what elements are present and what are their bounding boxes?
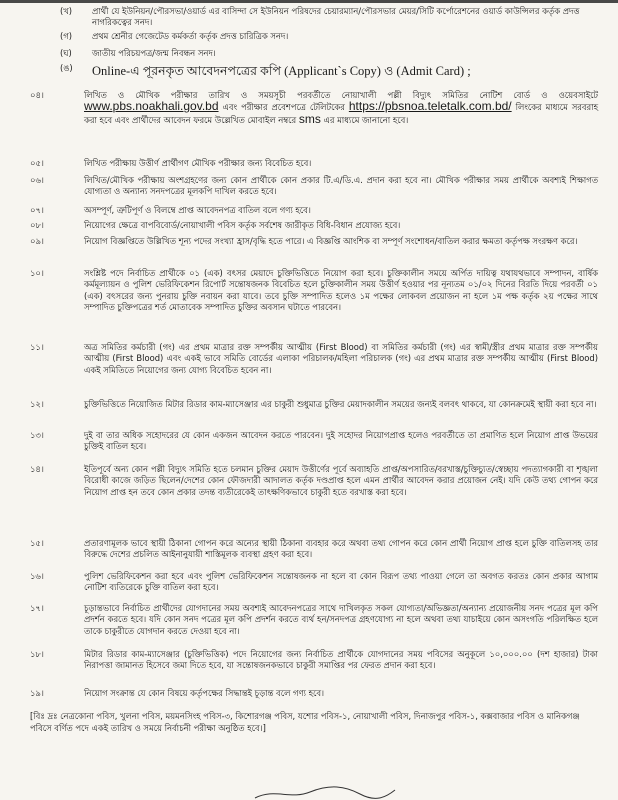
- clause-text: লিখিত ও মৌখিক পরীক্ষার তারিখ ও সময়সূচী পরবর্তীতে নোয়াখালী পল্লী বিদ্যুৎ সমিতির নোটিশ বোর্ড ও ওয়েবসাইটে: [84, 90, 598, 100]
- clause-body: সংশ্লিষ্ট পদে নির্বাচিত প্রার্থীকে ০১ (এক) বৎসর মেয়াদে চুক্তিভিত্তিতে নিয়োগ করা হবে। চুক্তিকালীন সময়ে অর্পিত দায়িত্ব যথাযথভাবে সম্পাদন, বার্ষিক কর্মমূল্যায়ন ও পুলিশ ভেরিফিকেশন রিপোর্ট সন্তোষজনক বিবেচিত হলে চুক্তিকালীন সময় উত্তীর্ণ হওয়ার পর নূন্যতম ০১/০২ দিনের বিরতি দিয়ে পরবর্তী ০১ (এক) বৎসরের জন্য পুনরায় চুক্তি নবায়ন করা যাবে। তবে চুক্তি সম্পাদিত হলেও ১ম পক্ষের লোকবল প্রয়োজন না হলে ১ম পক্ষ কর্তৃক ২য় পক্ষের সাথে সম্পাদিত চুক্তিপত্রের শর্ত মোতাবেক সম্পাদিত চুক্তির অবসান ঘটাতে পারবেন।: [84, 268, 598, 312]
- clause-number: ০৮।: [30, 220, 44, 230]
- clause-04: [20, 90, 598, 126]
- sub-item-label: (ঘ): [60, 48, 72, 58]
- clause-body: দুই বা তার অধিক সহোদরের যে কোন একজন আবেদন করতে পারবেন। দুই সহোদর নিয়োগপ্রাপ্ত হলেও পরবর্তীতে তা প্রমাণিত হলে নিয়োগ প্রাপ্ত উভয়ের চুক্তিই বাতিল হবে।: [84, 430, 598, 452]
- clause-09: [20, 236, 598, 247]
- clause-number: ১৯।: [30, 688, 44, 698]
- scan-edge: [0, 0, 618, 3]
- clause-12: [20, 399, 598, 410]
- clause-number: ১৮।: [30, 649, 44, 659]
- clause-body: অত্র সমিতির কর্মচারী (গং) এর প্রথম মাত্রার রক্ত সম্পর্কীয় আত্মীয় (First Blood) বা সমিতির কর্মচারী (গং) এর স্বামী/স্ত্রীর প্রথম মাত্রার রক্ত সম্পর্কীয় আত্মীয় (First Blood) এবং একই ভাবে সমিতি বোর্ডের এলাকা পরিচালক/মহিলা পরিচালক (গং) এর প্রথম মাত্রার রক্ত সম্পর্কীয় আত্মীয় (First Blood) একই সমিতিতে নিয়োগের জন্য যোগ্য বিবেচিত হবেন না।: [84, 342, 598, 375]
- clause-number: ১৩।: [30, 430, 44, 440]
- sub-item-text: Online-এ পূরনকৃত আবেদনপত্রের কপি (Applicant`s Copy) ও (Admit Card) ;: [92, 64, 471, 78]
- clause-11: [20, 342, 598, 376]
- clause-18: [20, 649, 598, 672]
- clause-text: এর মাধ্যমে জানানো হবে।: [323, 114, 409, 125]
- clause-number: ১৬।: [30, 571, 44, 581]
- clause-number: ১২।: [30, 399, 44, 409]
- clause-body: লিখিত/মৌখিক পরীক্ষায় অংশগ্রহণের জন্য কোন প্রার্থীকে কোন প্রকার টি.এ/ডি.এ. প্রদান করা হবে না। মৌখিক পরীক্ষার সময় প্রার্থীকে অবশ্যই শিক্ষাগত যোগ্যতা ও অন্যান্য সনদপত্রের মূলকপি দাখিল করতে হবে।: [84, 175, 598, 197]
- clause-body: লিখিত পরীক্ষায় উত্তীর্ণ প্রার্থীগণ মৌখিক পরীক্ষার জন্য বিবেচিত হবে।: [84, 158, 312, 168]
- clause-10: [20, 268, 598, 313]
- clause-body: নিয়োগ সংক্রান্ত যে কোন বিষয়ে কর্তৃপক্ষের সিদ্ধান্তই চূড়ান্ত বলে গণ্য হবে।: [84, 688, 325, 698]
- teletalk-link[interactable]: https://pbsnoa.teletalk.com.bd/: [348, 99, 512, 114]
- sub-item-kha: [60, 6, 590, 28]
- clause-16: [20, 571, 598, 594]
- clause-body: অসম্পূর্ণ, ত্রুটিপূর্ণ ও বিলম্বে প্রাপ্ত আবেদনপত্র বাতিল বলে গণ্য হবে।: [84, 205, 311, 215]
- sub-item-label: (খ): [60, 6, 73, 16]
- sub-item-text: প্রার্থী যে ইউনিয়ন/পৌরসভা/ওয়ার্ড এর বাসিন্দা সে ইউনিয়ন পরিষদের চেয়ারম্যান/পৌরসভার মেয়র/সিটি কর্পোরেশনের ওয়ার্ড কাউন্সিলর কর্তৃক প্রদত্ত নাগরিকত্বের সনদ।: [92, 6, 580, 27]
- clause-07: [20, 205, 598, 216]
- clause-number: ১০।: [30, 268, 44, 278]
- clause-body: প্রতারণামূলক ভাবে স্থায়ী ঠিকানা গোপন করে অন্যের স্থায়ী ঠিকানা ব্যবহার করে অথবা তথ্য গোপন করে কোন প্রার্থী নিয়োগ প্রাপ্ত হলে চুক্তি বাতিলসহ তার বিরুদ্ধে দেশের প্রচলিত আইনানুযায়ী শাস্তিমূলক ব্যবস্থা গ্রহণ করা হবে।: [84, 538, 598, 560]
- footnote: [বিঃ দ্রঃ নেত্রকোনা পবিস, খুলনা পবিস, ময়মনসিংহ পবিস-৩, কিশোরগঞ্জ পবিস, যশোর পবিস-১, নোয়াখালী পবিস, দিনাজপুর পবিস-১, কক্সবাজার পবিস ও মানিকগঞ্জ পবিসে বর্ণিত পদে একই তারিখ ও সময়ে নির্বাচনী পরীক্ষা অনুষ্ঠিত হবে।]: [30, 711, 580, 733]
- clause-number: ০৫।: [30, 158, 44, 168]
- clause-body: পুলিশ ভেরিফিকেশন করা হবে এবং পুলিশ ভেরিফিকেশন সন্তোষজনক না হলে বা কোন বিরূপ তথ্য পাওয়া গেলে তা অবগত করতঃ কোন প্রকার আগাম নোটিশ ব্যতিরেকে চুক্তি বাতিল করা হবে।: [84, 571, 598, 593]
- clause-body: [84, 90, 598, 126]
- sms-text: sms: [298, 111, 321, 126]
- clause-body: চুক্তিভিত্তিতে নিয়োজিত মিটার রিডার কাম-ম্যাসেঞ্জার এর চাকুরী শুধুমাত্র চুক্তির মেয়াদকালীন সময়ের জন্যই বলবৎ থাকবে, যা কোনক্রমেই স্থায়ী করা হবে না।: [84, 399, 597, 409]
- sub-item-gha: [60, 48, 590, 59]
- clause-08: [20, 220, 598, 231]
- sub-item-text: জাতীয় পরিচয়পত্র/জন্ম নিবন্ধন সনদ।: [92, 48, 216, 58]
- sub-item-uma: [60, 63, 590, 79]
- clause-06: [20, 175, 598, 198]
- website-link[interactable]: www.pbs.noakhali.gov.bd: [84, 99, 219, 114]
- clause-text: এবং পরীক্ষার প্রবেশপত্রে টেলিটকের: [222, 102, 345, 113]
- clause-number: ০৭।: [30, 205, 44, 215]
- sub-item-text: প্রথম শ্রেনীর গেজেটেড কর্মকর্তা কর্তৃক প্রদত্ত চারিত্রিক সনদ।: [92, 31, 289, 41]
- clause-number: ০৪।: [30, 90, 44, 100]
- sub-item-ga: [60, 31, 590, 42]
- clause-body: ইতিপূর্বে অন্য কোন পল্লী বিদ্যুৎ সমিতি হতে চলমান চুক্তির মেয়াদ উত্তীর্ণের পূর্বে অব্যাহতি প্রাপ্ত/অপসারিত/বরখাস্ত/চুক্তিচ্যুত/স্বেচ্ছায় পদত্যাগকারী বা শৃঙ্খলা বিরোধী কাজে জড়িত ছিলেন/দেশের কোন ফৌজদারী আদালত কর্তৃক দণ্ডপ্রাপ্ত হলে এমন প্রার্থীর আবেদন করার প্রয়োজন নেই। যদি কেউ তথ্য গোপন করে নিয়োগ প্রাপ্ত হন তবে কোন প্রকার তদন্ত ব্যতীরেকেই তাৎক্ষণিকভাবে চাকুরী হতে বরখাস্ত করা হবে।: [84, 464, 598, 497]
- clause-number: ০৬।: [30, 175, 44, 185]
- clause-15: [20, 538, 598, 561]
- sub-item-label: (গ): [60, 31, 73, 41]
- clause-13: [20, 430, 598, 453]
- clause-text: লিংকের মাধ্যমে সরবরাহ করা হবে এবং প্রার্থীদের আবেদন ফরমে উল্লেখিত মোবাইল নম্বরে: [84, 102, 598, 125]
- clause-19: [20, 688, 598, 699]
- clause-body: মিটার রিডার কাম-ম্যাসেঞ্জার (চুক্তিভিত্তিক) পদে নিয়োগের জন্য নির্বাচিত প্রার্থীকে যোগদানের সময় পবিসের অনুকূলে ১০,০০০.০০ (দশ হাজার) টাকা নিরাপত্তা জামানত হিসেবে জমা দিতে হবে, যা সন্তোষজনকভাবে চাকুরী সমাপ্তির পর ফেরত প্রদান করা হবে।: [84, 649, 598, 671]
- clause-number: ১৭।: [30, 603, 44, 613]
- clause-body: নিয়োগের ক্ষেত্রে বাপবিবোর্ড/নোয়াখালী পবিস কর্তৃক সর্বশেষ জারীকৃত বিধি-বিধান প্রযোজ্য হবে।: [84, 220, 401, 230]
- clause-number: ১১।: [30, 342, 44, 352]
- clause-body: নিয়োগ বিজ্ঞপ্তিতে উল্লিখিত শূন্য পদের সংখ্যা হ্রাস/বৃদ্ধি হতে পারে। এ বিজ্ঞপ্তি আংশিক বা সম্পূর্ণ সংশোধন/বাতিল করার ক্ষমতা কর্তৃপক্ষ সংরক্ষণ করে।: [84, 236, 578, 246]
- clause-17: [20, 603, 598, 637]
- clause-05: [20, 158, 598, 169]
- clause-number: ১৫।: [30, 538, 44, 548]
- clause-14: [20, 464, 598, 498]
- clause-number: ১৪।: [30, 464, 44, 474]
- signature-mark: [250, 784, 400, 800]
- clause-number: ০৯।: [30, 236, 44, 246]
- clause-body: চূড়ান্তভাবে নির্বাচিত প্রার্থীদের যোগদানের সময় অবশ্যই আবেদনপত্রের সাথে দাখিলকৃত সকল যোগ্যতা/অভিজ্ঞতা/অন্যান্য প্রয়োজনীয় সনদ পত্রের মূল কপি প্রদর্শন করতে হবে। যদি কোন সনদ পত্রের মূল কপি প্রদর্শন করতে ব্যর্থ হন/সনদপত্র গ্রহণযোগ্য না হলে অথবা তথ্য যাচাইয়ে কোন অসংগতি পরিলক্ষিত হলে তাকে চাকুরীতে যোগদান করতে দেওয়া হবে না।: [84, 603, 598, 636]
- sub-item-label: (ঙ): [60, 63, 73, 73]
